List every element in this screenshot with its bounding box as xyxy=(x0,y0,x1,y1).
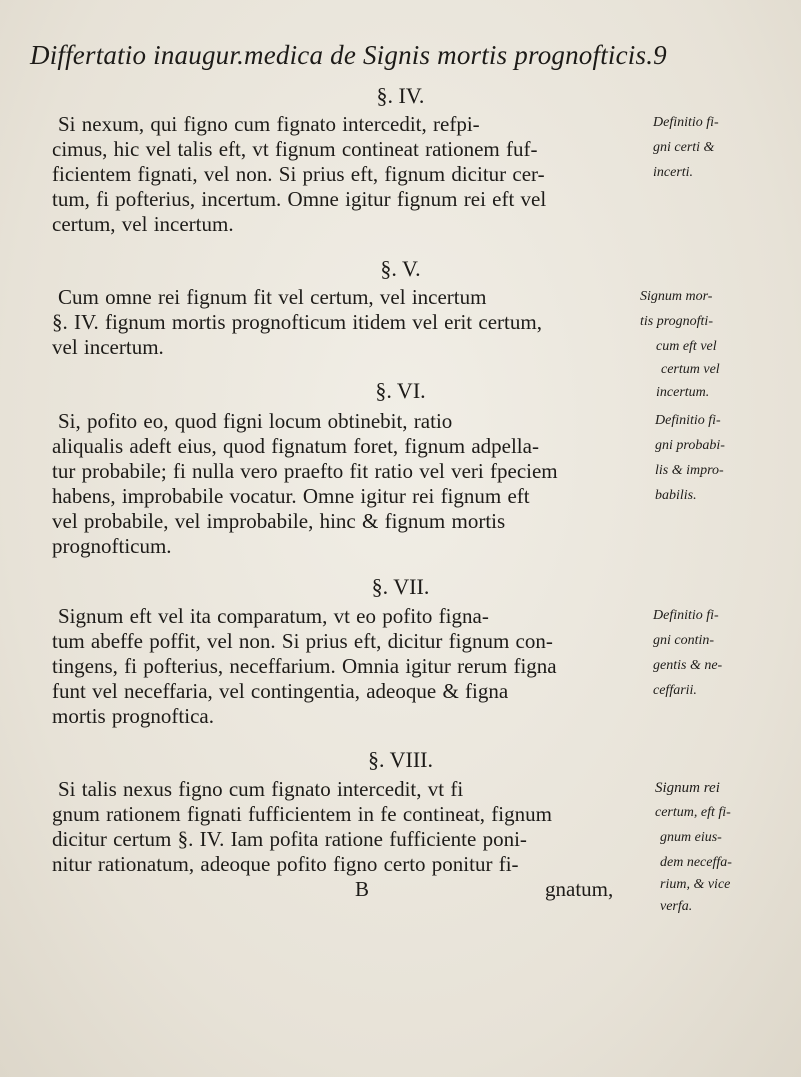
text-line: nitur rationatum, adeoque pofito figno certo ponitur fi- xyxy=(52,852,519,876)
text-line: vel incertum. xyxy=(52,335,164,359)
margin-note: Signum mor- xyxy=(640,289,713,304)
margin-note: gnum eius- xyxy=(660,830,722,845)
margin-note: Definitio fi- xyxy=(653,608,719,623)
section-heading-vi: §. VI. xyxy=(375,378,426,403)
text-line: Si nexum, qui figno cum fignato intercedit, refpi- xyxy=(58,112,480,136)
text-line: tingens, fi pofterius, neceffarium. Omnia igitur rerum figna xyxy=(52,654,557,678)
text-line: funt vel neceffaria, vel contingentia, adeoque & figna xyxy=(52,679,509,703)
margin-note: Definitio fi- xyxy=(655,413,721,428)
margin-note: cum eft vel xyxy=(656,339,717,354)
text-line: gnatum, xyxy=(545,877,614,901)
text-line: vel probabile, vel improbabile, hinc & fignum mortis xyxy=(52,509,506,533)
margin-note: lis & impro- xyxy=(655,463,724,478)
section-heading-vii: §. VII. xyxy=(371,574,430,599)
margin-note: Signum rei xyxy=(655,780,720,796)
text-line: gnum rationem fignati fufficientem in fe contineat, fignum xyxy=(52,802,552,826)
text-line: Si, pofito eo, quod figni locum obtinebit, ratio xyxy=(58,409,453,433)
text-line: Si talis nexus figno cum fignato intercedit, vt fi xyxy=(58,777,464,801)
margin-note: gni probabi- xyxy=(655,438,725,453)
margin-note: ceffarii. xyxy=(653,683,697,698)
section-heading-iv: §. IV. xyxy=(376,83,425,108)
margin-note: Definitio fi- xyxy=(653,115,719,130)
text-line: tum, fi pofterius, incertum. Omne igitur fignum rei eft vel xyxy=(52,187,547,211)
text-line: Signum eft vel ita comparatum, vt eo pofito figna- xyxy=(58,604,489,628)
section-heading-v: §. V. xyxy=(380,256,421,281)
text-line: certum, vel incertum. xyxy=(52,212,234,236)
margin-note: dem neceffa- xyxy=(660,855,732,870)
margin-note: babilis. xyxy=(655,488,697,503)
margin-note: certum vel xyxy=(661,362,720,377)
margin-note: rium, & vice xyxy=(660,877,731,892)
text-line: habens, improbabile vocatur. Omne igitur rei fignum eft xyxy=(52,484,530,508)
text-line: cimus, hic vel talis eft, vt fignum contineat rationem fuf- xyxy=(52,137,538,161)
text-line: ficientem fignati, vel non. Si prius eft, fignum dicitur cer- xyxy=(52,162,545,186)
section-heading-viii: §. VIII. xyxy=(368,747,433,772)
text-line: tur probabile; fi nulla vero praefto fit ratio vel veri fpeciem xyxy=(52,459,558,483)
text-line: Cum omne rei fignum fit vel certum, vel incertum xyxy=(58,285,487,309)
margin-note: gni certi & xyxy=(653,140,715,155)
text-line: dicitur certum §. IV. Iam pofita ratione fufficiente poni- xyxy=(52,827,527,851)
margin-note: verfa. xyxy=(660,899,693,914)
text-line: mortis prognoftica. xyxy=(52,704,214,728)
margin-note: gni contin- xyxy=(653,633,715,648)
margin-note: tis prognofti- xyxy=(640,314,713,329)
margin-note: incertum. xyxy=(656,385,710,400)
margin-note: gentis & ne- xyxy=(653,658,723,673)
margin-note: certum, eft fi- xyxy=(655,805,731,820)
text-line: aliqualis adeft eius, quod fignatum foret, fignum adpella- xyxy=(52,434,539,458)
text-line: tum abeffe poffit, vel non. Si prius eft, dicitur fignum con- xyxy=(52,629,553,653)
text-line: §. IV. fignum mortis prognofticum itidem vel erit certum, xyxy=(52,310,542,334)
text-line: prognofticum. xyxy=(52,534,172,558)
running-header: Differtatio inaugur.medica de Signis mortis prognofticis.9 xyxy=(30,40,667,70)
signature-mark: B xyxy=(355,877,370,901)
margin-note: incerti. xyxy=(653,165,694,180)
